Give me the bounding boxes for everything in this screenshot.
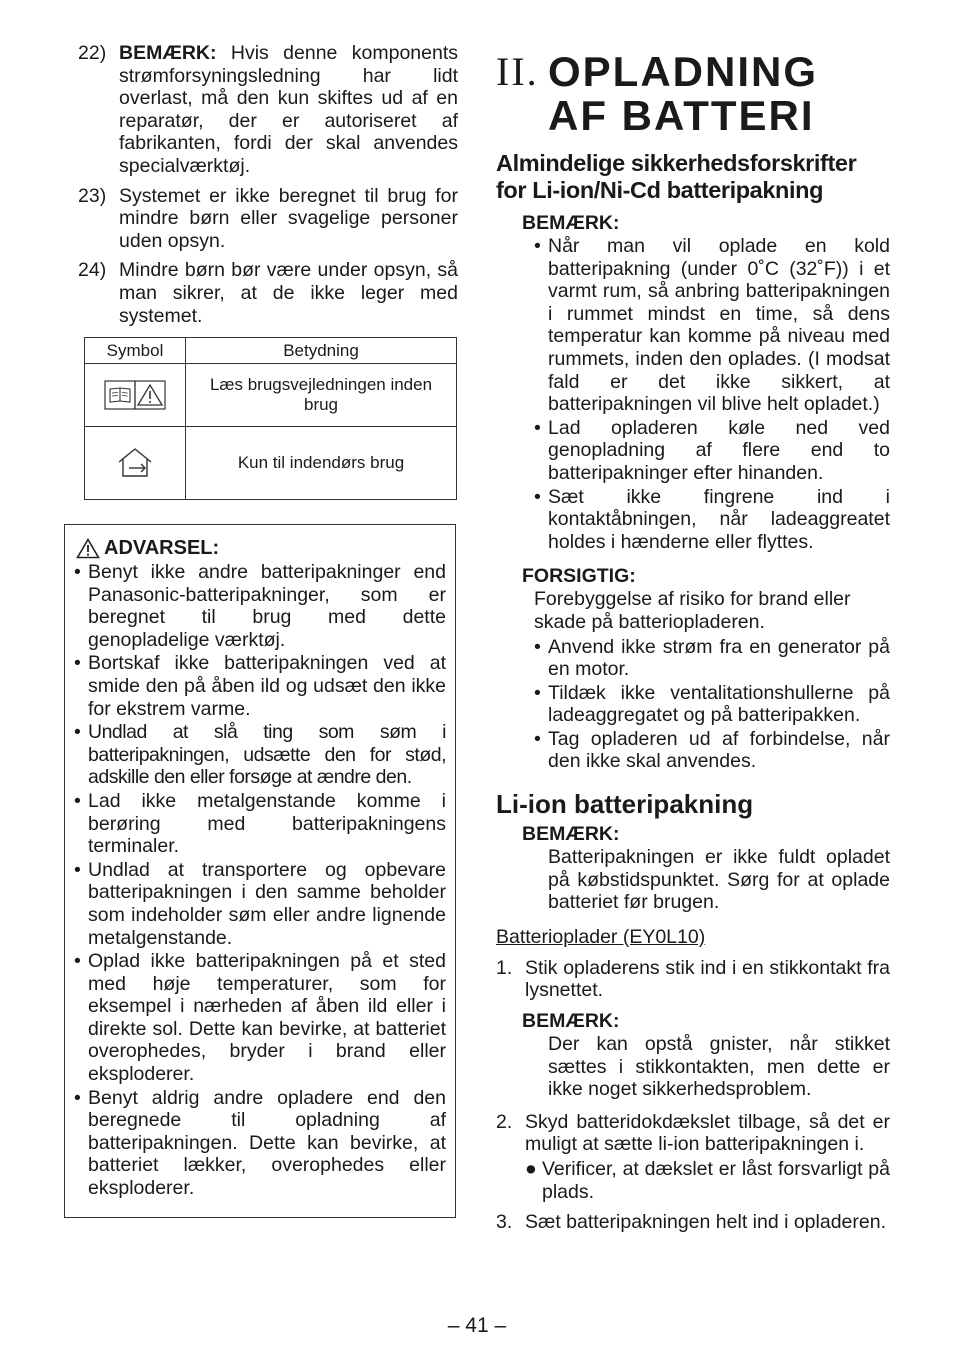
table-header-symbol: Symbol — [85, 338, 186, 364]
list-item: • Tildæk ikke ventalitationshullerne på ladeaggregatet og på batteripakken. — [534, 681, 890, 727]
item-text: Systemet er ikke beregnet til brug for mindre børn eller svagelige personer uden opsyn. — [119, 184, 458, 252]
item-text: Mindre børn bør være under opsyn, så man sikrer, at de ikke leger med systemet. — [119, 259, 458, 327]
warning-box — [64, 524, 456, 1218]
item-number: 23) — [78, 184, 107, 207]
list-item — [78, 185, 458, 253]
symbol-meaning: Læs brugsvejledningen inden brug — [186, 364, 457, 427]
list-item: • Undlad at slå ting som søm i batteripakningen, udsætte den for stød, adskille den eller forsøge at ændre den. — [74, 721, 446, 789]
list-item — [78, 259, 458, 327]
book-warning-icon — [85, 380, 185, 410]
symbol-meaning: Kun til indendørs brug — [186, 427, 457, 500]
list-item: 3. Sæt batteripakningen helt ind i opladeren. — [496, 1211, 886, 1234]
note-label: BEMÆRK: — [522, 823, 620, 846]
item-bold-label: BEMÆRK: — [119, 42, 217, 64]
section-title: Li-ion batteripakning — [496, 789, 754, 820]
left-column — [78, 42, 458, 500]
note-text: Der kan opstå gnister, når stikket sættes i stikkontakten, men dette er ikke noget sikkerhedsproblem. — [548, 1033, 890, 1101]
list-item: • Når man vil oplade en kold batteripakning (under 0˚C (32˚F)) i et varmt rum, så anbring batteripakningen i rummet mindst en time, så dens temperatur kan komme på niveau med rummets, inden den oplades. (I modsat fald er det ikke sikkert, at batteripakningen vil blive helt opladet.) — [534, 235, 890, 416]
page-number: – 41 – — [447, 1314, 507, 1337]
item-number: 24) — [78, 259, 107, 282]
warning-title: ADVARSEL: — [104, 537, 220, 559]
list-item: • Benyt ikke andre batteripakninger end Panasonic-batteripakninger, som er beregnet til brug med dette genopladelige værktøj. — [74, 561, 446, 651]
list-item: • Lad ikke metalgenstande komme i berøring med batteripakningens terminaler. — [74, 789, 446, 858]
charger-model-label: Batterioplader (EY0L10) — [496, 925, 706, 948]
list-item: 1. Stik opladerens stik ind i en stikkontakt fra lysnettet. — [496, 956, 890, 1002]
table-header-meaning: Betydning — [186, 338, 457, 364]
table-row — [85, 364, 457, 427]
caution-text: Forebyggelse af risiko for brand eller skade på batteriopladeren. — [534, 588, 851, 633]
list-item: • Lad opladeren køle ned ved genopladning af flere end to batteripakninger efter hinanden. — [534, 416, 890, 484]
chapter-heading — [496, 50, 890, 138]
list-item: • Sæt ikke fingrene ind i kontaktåbningen, når ladeaggreatet holdes i hænderne eller flyttes. — [534, 485, 890, 553]
note-text: Batteripakningen er ikke fuldt opladet på købstidspunktet. Sørg for at oplade batteriet før brugen. — [548, 846, 890, 914]
note-label: BEMÆRK: — [522, 212, 620, 234]
chapter-number: II. — [496, 49, 539, 94]
indoor-house-icon — [85, 446, 185, 480]
table-row — [85, 427, 457, 500]
list-item: • Undlad at transportere og opbevare batteripakningen i den samme beholder som indeholder søm eller andre lignende metalgenstande. — [74, 858, 446, 949]
warning-triangle-icon — [76, 538, 100, 559]
section-title: Almindelige sikkerhedsforskrifter for Li-ion/Ni-Cd batteripakning — [496, 150, 857, 203]
item-text: Hvis denne komponents strømforsyningsledning har lidt overlast, må den kun skiftes ud af en reparatør, der er autoriseret af fabrikanten, fordi der skal anvendes specialværktøj. — [119, 42, 458, 177]
list-item — [78, 42, 458, 178]
caution-label: FORSIGTIG: — [522, 565, 636, 588]
list-item: • Tag opladeren ud af forbindelse, når den ikke skal anvendes. — [534, 727, 890, 773]
list-item: • Bortskaf ikke batteripakningen ved at smide den på åben ild og udsæt den ikke for ekstrem varme. — [74, 652, 446, 720]
list-item: • Anvend ikke strøm fra en generator på en motor. — [534, 635, 890, 681]
note-label: BEMÆRK: — [522, 1010, 620, 1033]
right-column — [496, 50, 890, 1241]
list-item: • Benyt aldrig andre opladere end den beregnede til opladning af batteripakningen. Dette kan bevirke, at batteriet lækker, overophedes eller eksploderer. — [74, 1086, 446, 1200]
item-number: 22) — [78, 42, 107, 64]
symbol-table — [84, 337, 457, 500]
list-item: • Oplad ikke batteripakningen på et sted med høje temperaturer, som for eksempel i nærheden af åben ild eller i direkte sol. Dette kan bevirke, at batteriet overophedes, bryder i brand eller eksploderer. — [74, 950, 446, 1086]
list-item: ● Verificer, at dækslet er låst forsvarligt på plads. — [525, 1158, 890, 1203]
list-item: 2. Skyd batteridokdækslet tilbage, så det er muligt at sætte li-ion batteripakningen i. — [496, 1110, 890, 1156]
chapter-title: OPLADNING AF BATTERI — [548, 48, 818, 139]
